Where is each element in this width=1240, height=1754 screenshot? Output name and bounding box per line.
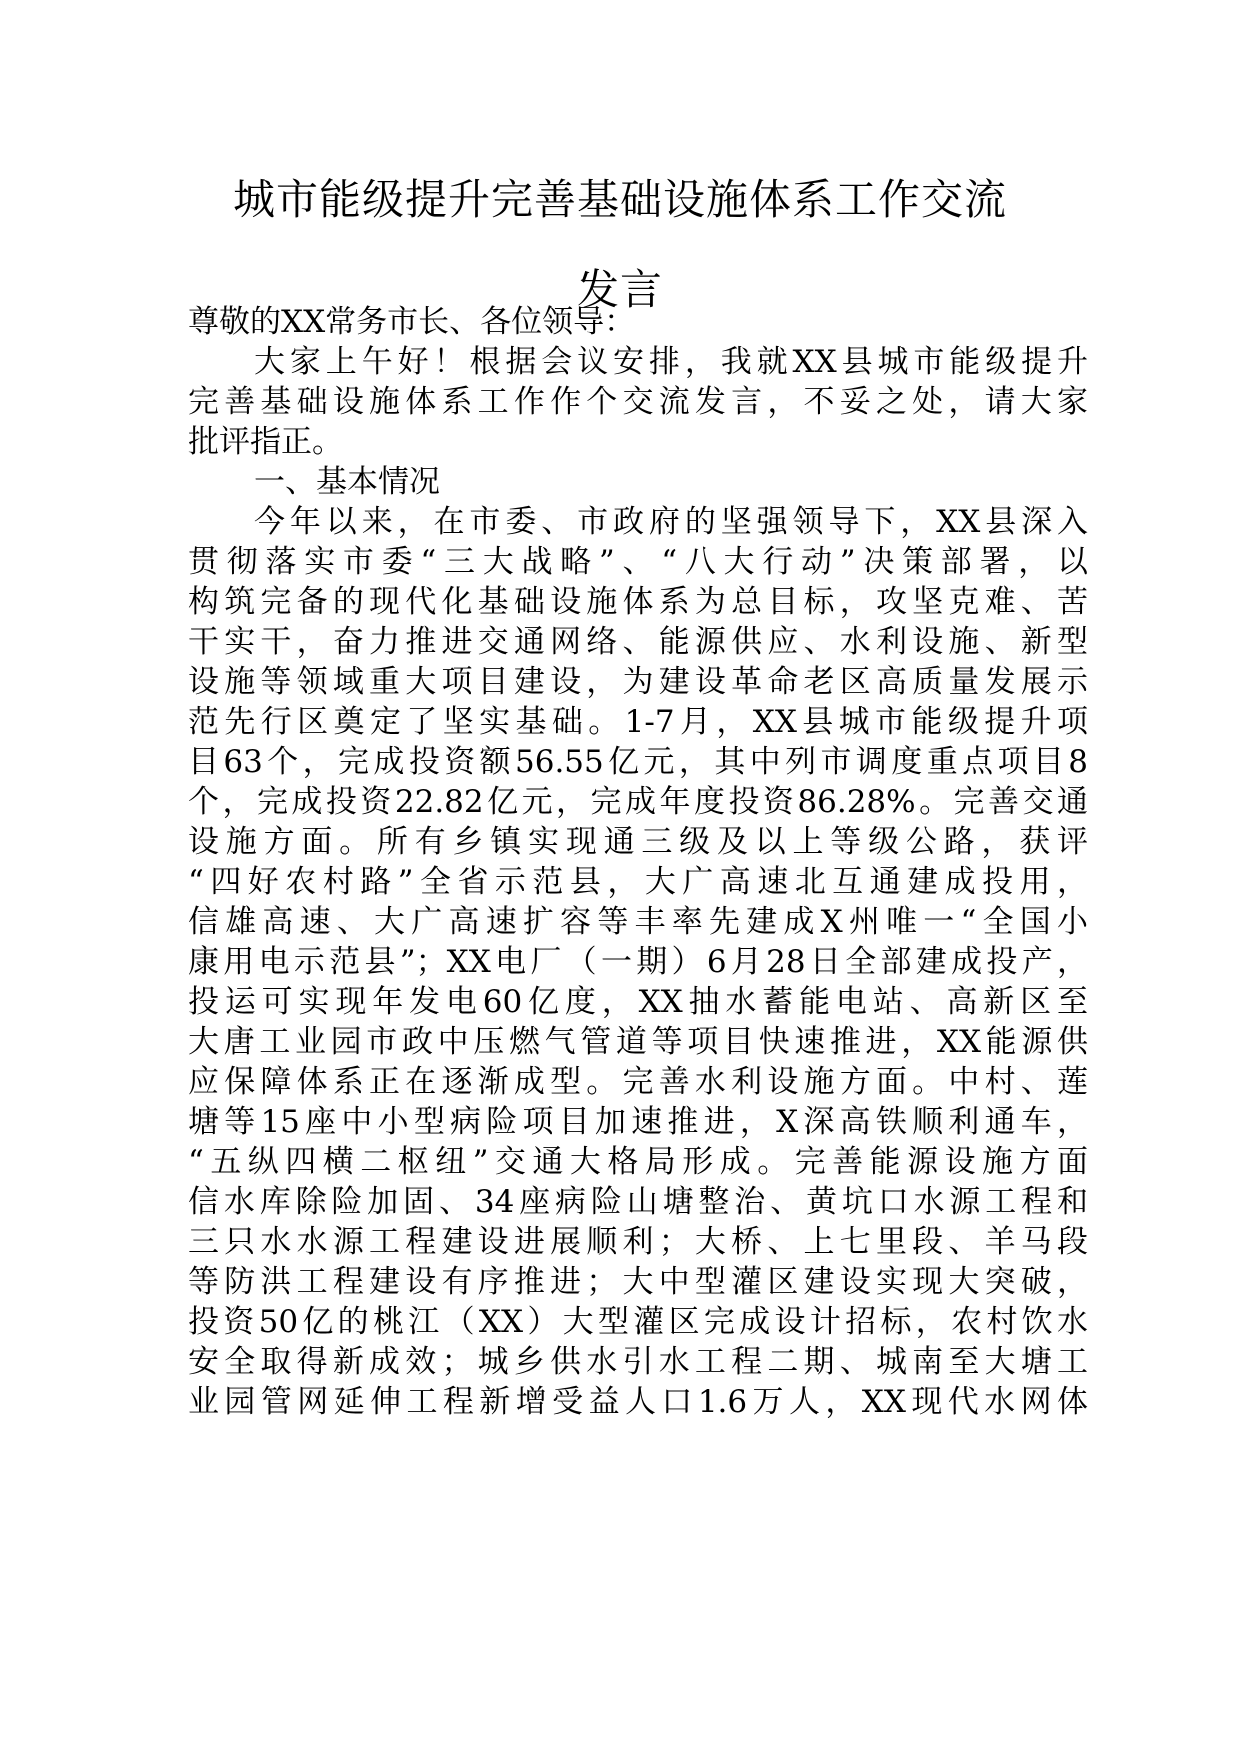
body-line: 业园管网延伸工程新增受益人口1.6万人，XX现代水网体 <box>188 1384 1088 1420</box>
body-line: 目63个，完成投资额56.55亿元，其中列市调度重点项目8 <box>188 744 1088 780</box>
body-line: 范先行区奠定了坚实基础。1-7月，XX县城市能级提升项 <box>188 704 1088 740</box>
body-line: 信雄高速、大广高速扩容等丰率先建成X州唯一“全国小 <box>188 904 1088 940</box>
body-line: 大唐工业园市政中压燃气管道等项目快速推进，XX能源供 <box>188 1024 1088 1060</box>
body-line: 塘等15座中小型病险项目加速推进，X深高铁顺利通车， <box>188 1104 1088 1140</box>
body-line: 贯彻落实市委“三大战略”、“八大行动”决策部署，以 <box>188 544 1088 580</box>
body-line: 设施方面。所有乡镇实现通三级及以上等级公路，获评 <box>188 824 1088 860</box>
section-heading: 一、基本情况 <box>254 464 440 500</box>
body-line: 投运可实现年发电60亿度，XX抽水蓄能电站、高新区至 <box>188 984 1088 1020</box>
body-line: “五纵四横二枢纽”交通大格局形成。完善能源设施方面 <box>188 1144 1088 1180</box>
body-line: 投资50亿的桃江（XX）大型灌区完成设计招标，农村饮水 <box>188 1304 1088 1340</box>
document-title-line-2: 发言 <box>576 265 663 314</box>
body-line: 大家上午好！根据会议安排，我就XX县城市能级提升 <box>254 344 1088 380</box>
body-line: 个，完成投资22.82亿元，完成年度投资86.28%。完善交通 <box>188 784 1088 820</box>
body-line: 信水库除险加固、34座病险山塘整治、黄坑口水源工程和 <box>188 1184 1088 1220</box>
salutation: 尊敬的XX常务市长、各位领导： <box>188 304 636 340</box>
body-line: 构筑完备的现代化基础设施体系为总目标，攻坚克难、苦 <box>188 584 1088 620</box>
body-line: 等防洪工程建设有序推进；大中型灌区建设实现大突破， <box>188 1264 1088 1300</box>
document-title-line-1: 城市能级提升完善基础设施体系工作交流 <box>232 175 1007 224</box>
body-line: 安全取得新成效；城乡供水引水工程二期、城南至大塘工 <box>188 1344 1088 1380</box>
body-line: “四好农村路”全省示范县，大广高速北互通建成投用， <box>188 864 1088 900</box>
body-line: 设施等领域重大项目建设，为建设革命老区高质量发展示 <box>188 664 1088 700</box>
body-line: 批评指正。 <box>188 424 343 460</box>
body-line: 康用电示范县”；XX电厂（一期）6月28日全部建成投产， <box>188 944 1088 980</box>
body-line: 干实干，奋力推进交通网络、能源供应、水利设施、新型 <box>188 624 1088 660</box>
body-line: 今年以来，在市委、市政府的坚强领导下，XX县深入 <box>254 504 1088 540</box>
body-line: 应保障体系正在逐渐成型。完善水利设施方面。中村、莲 <box>188 1064 1088 1100</box>
body-line: 三只水水源工程建设进展顺利；大桥、上七里段、羊马段 <box>188 1224 1088 1260</box>
body-line: 完善基础设施体系工作作个交流发言，不妥之处，请大家 <box>188 384 1088 420</box>
